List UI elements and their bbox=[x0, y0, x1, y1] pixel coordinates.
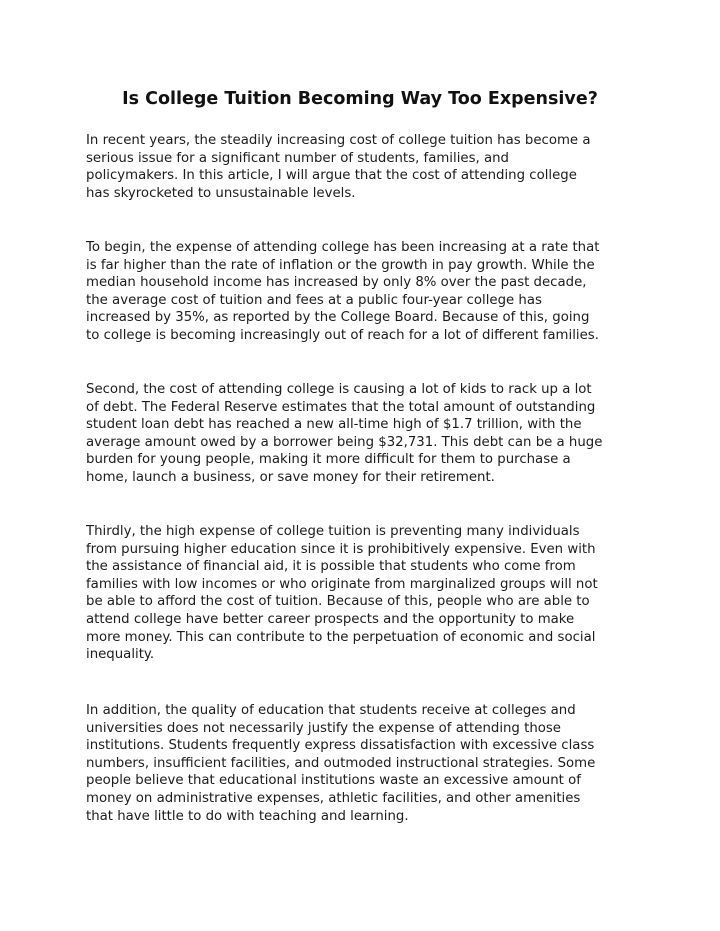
document-title: Is College Tuition Becoming Way Too Expensive? bbox=[122, 89, 598, 109]
paragraph-tuition-growth: To begin, the expense of attending college has been increasing at a rate that is far higher than the rate of inflation or the growth in pay growth. While the median household income has increased by only 8% over the past decade, the average cost of tuition and fees at a public four-year college has increased by 35%, as reported by the College Board. Because of this, going to college is becoming increasingly out of reach for a lot of different families. bbox=[86, 240, 600, 343]
paragraph-introduction: In recent years, the steadily increasing cost of college tuition has become a serious issue for a significant number of students, families, and policymakers. In this article, I will argue that the cost of attending college has skyrocketed to unsustainable levels. bbox=[86, 133, 591, 201]
paragraph-access-inequality: Thirdly, the high expense of college tuition is preventing many individuals from pursuing higher education since it is prohibitively expensive. Even with the assistance of financial aid, it is possible that students who come from families with low incomes or who originate from marginalized groups will not be able to afford the cost of tuition. Because of this, people who are able to attend college have better career prospects and the opportunity to make more money. This can contribute to the perpetuation of economic and social inequality. bbox=[86, 524, 598, 663]
paragraph-education-quality: In addition, the quality of education that students receive at colleges and universities does not necessarily justify the expense of attending those institutions. Students frequently express dissatisfaction with excessive class numbers, insufficient facilities, and outmoded instructional strategies. Some people believe that educational institutions waste an excessive amount of money on administrative expenses, athletic facilities, and other amenities that have little to do with teaching and learning. bbox=[86, 703, 596, 824]
paragraph-student-debt: Second, the cost of attending college is causing a lot of kids to rack up a lot of debt. The Federal Reserve estimates that the total amount of outstanding student loan debt has reached a new all-time high of $1.7 trillion, with the average amount owed by a borrower being $32,731. This debt can be a huge burden for young people, making it more difficult for them to purchase a home, launch a business, or save money for their retirement. bbox=[86, 382, 603, 485]
